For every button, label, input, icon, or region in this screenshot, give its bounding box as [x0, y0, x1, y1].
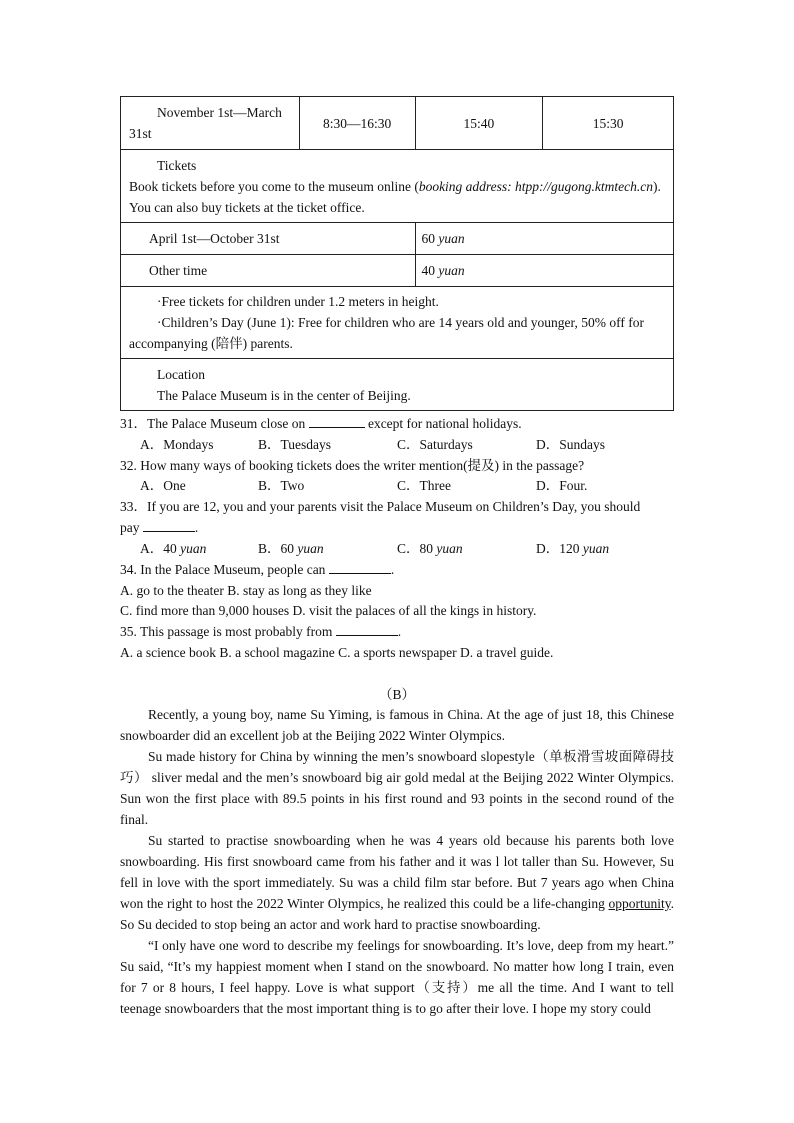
passage-b: [120, 704, 674, 1019]
section-b-label: （B）: [378, 687, 415, 702]
question-33-continued: pay .: [120, 517, 680, 538]
paragraph-1: Recently, a young boy, name Su Yiming, is famous in China. At the age of just 18, this Chinese snowboarder did an excellent job at the Beijing 2022 Winter Olympics.: [120, 707, 674, 743]
underlined-word: opportunity: [608, 896, 671, 911]
question-31: 31．The Palace Museum close on except for national holidays.: [120, 413, 680, 434]
q33-option-d: D．120 yuan: [536, 541, 610, 556]
q31-option-c: C．Saturdays: [397, 437, 473, 452]
table-cell-last-entry: 15:30: [543, 97, 674, 150]
question-34: 34. In the Palace Museum, people can .: [120, 559, 680, 580]
q33-option-c: C．80 yuan: [397, 541, 463, 556]
table-row-opening-hours: [121, 97, 674, 150]
table-row-tickets: [121, 150, 674, 223]
answer-blank: [309, 413, 365, 428]
q34-options-line-2: C. find more than 9,000 houses D. visit the palaces of all the kings in history.: [120, 603, 537, 618]
question-33: 33．If you are 12, you and your parents visit the Palace Museum on Children’s Day, you should: [120, 499, 641, 514]
price-amount: 40 yuan: [415, 255, 673, 287]
price-period: Other time: [121, 255, 416, 287]
table-cell-location: [121, 359, 674, 411]
table-cell-notes: [121, 287, 674, 359]
q32-option-d: D．Four.: [536, 478, 588, 493]
answer-blank: [336, 621, 398, 636]
q31-option-b: B．Tuesdays: [258, 437, 332, 452]
q35-options-line: A. a science book B. a school magazine C. a sports newspaper D. a travel guide.: [120, 645, 554, 660]
answer-blank: [329, 559, 391, 574]
table-row-price-2: [121, 255, 674, 287]
question-35: 35. This passage is most probably from .: [120, 621, 680, 642]
q34-options-line-1: A. go to the theater B. stay as long as they like: [120, 583, 372, 598]
info-table: [120, 96, 674, 411]
tickets-text: Book tickets before you come to the museum online (booking address: htpp://gugong.ktmtech.cn). You can also buy tickets at the ticket office.: [129, 178, 661, 215]
question-32: 32. How many ways of booking tickets does the writer mention(提及) in the passage?: [120, 458, 585, 473]
paragraph-2: Su made history for China by winning the men’s snowboard slopestyle（单板滑雪坡面障碍技巧） sliver medal and the men’s snowboard big air gold medal at the Beijing 2022 Winter Olympics. Sun won the first place with 89.5 points in his first round and 93 points in the second round of the final.: [120, 749, 674, 827]
note-childrens-day: ·Children’s Day (June 1): Free for children who are 14 years old and younger, 50% off for accompanying (陪伴) parents.: [129, 315, 644, 351]
note-free-tickets: ·Free tickets for children under 1.2 meters in height.: [157, 294, 439, 309]
location-text: The Palace Museum is in the center of Beijing.: [157, 387, 411, 403]
q32-option-a: A．One: [140, 478, 186, 493]
table-cell-tickets: [121, 150, 674, 223]
table-cell-last-ticket: 15:40: [415, 97, 543, 150]
q31-option-a: A．Mondays: [140, 437, 214, 452]
location-heading: Location: [157, 366, 205, 382]
q31-option-d: D．Sundays: [536, 437, 606, 452]
tickets-heading: Tickets: [157, 157, 197, 173]
table-cell-hours: 8:30—16:30: [299, 97, 415, 150]
table-row-location: [121, 359, 674, 411]
q32-option-b: B．Two: [258, 478, 305, 493]
table-row-notes: [121, 287, 674, 359]
price-period: April 1st—October 31st: [121, 223, 416, 255]
paragraph-4: “I only have one word to describe my feelings for snowboarding. It’s love, deep from my heart.” Su said, “It’s my happiest moment when I stand on the snowboard. No matter how long I train, even for 7 or 8 hours, I feel happy. Love is what support（支持）me all the time. And I want to tell teenage snowboarders that the most important thing is to go after their love. I hope my story could: [120, 938, 674, 1016]
booking-address: booking address: htpp://gugong.ktmtech.cn: [418, 178, 654, 194]
q33-option-b: B．60 yuan: [258, 541, 324, 556]
table-cell-dates: November 1st—March 31st: [121, 97, 300, 150]
q32-option-c: C．Three: [397, 478, 451, 493]
q33-option-a: A．40 yuan: [140, 541, 207, 556]
paragraph-3: Su started to practise snowboarding when he was 4 years old because his parents both love snowboarding. His first snowboard came from his father and it was l lot taller than Su. However, Su fell in love with the sport immediately. Su was a child film star before. But 7 years ago when China won the right to host the 2022 Winter Olympics, he realized this could be a life-changing opportunity. So Su decided to stop being an actor and work hard to practise snowboarding.: [120, 833, 675, 932]
answer-blank: [143, 517, 195, 532]
price-amount: 60 yuan: [415, 223, 673, 255]
table-row-price-1: [121, 223, 674, 255]
